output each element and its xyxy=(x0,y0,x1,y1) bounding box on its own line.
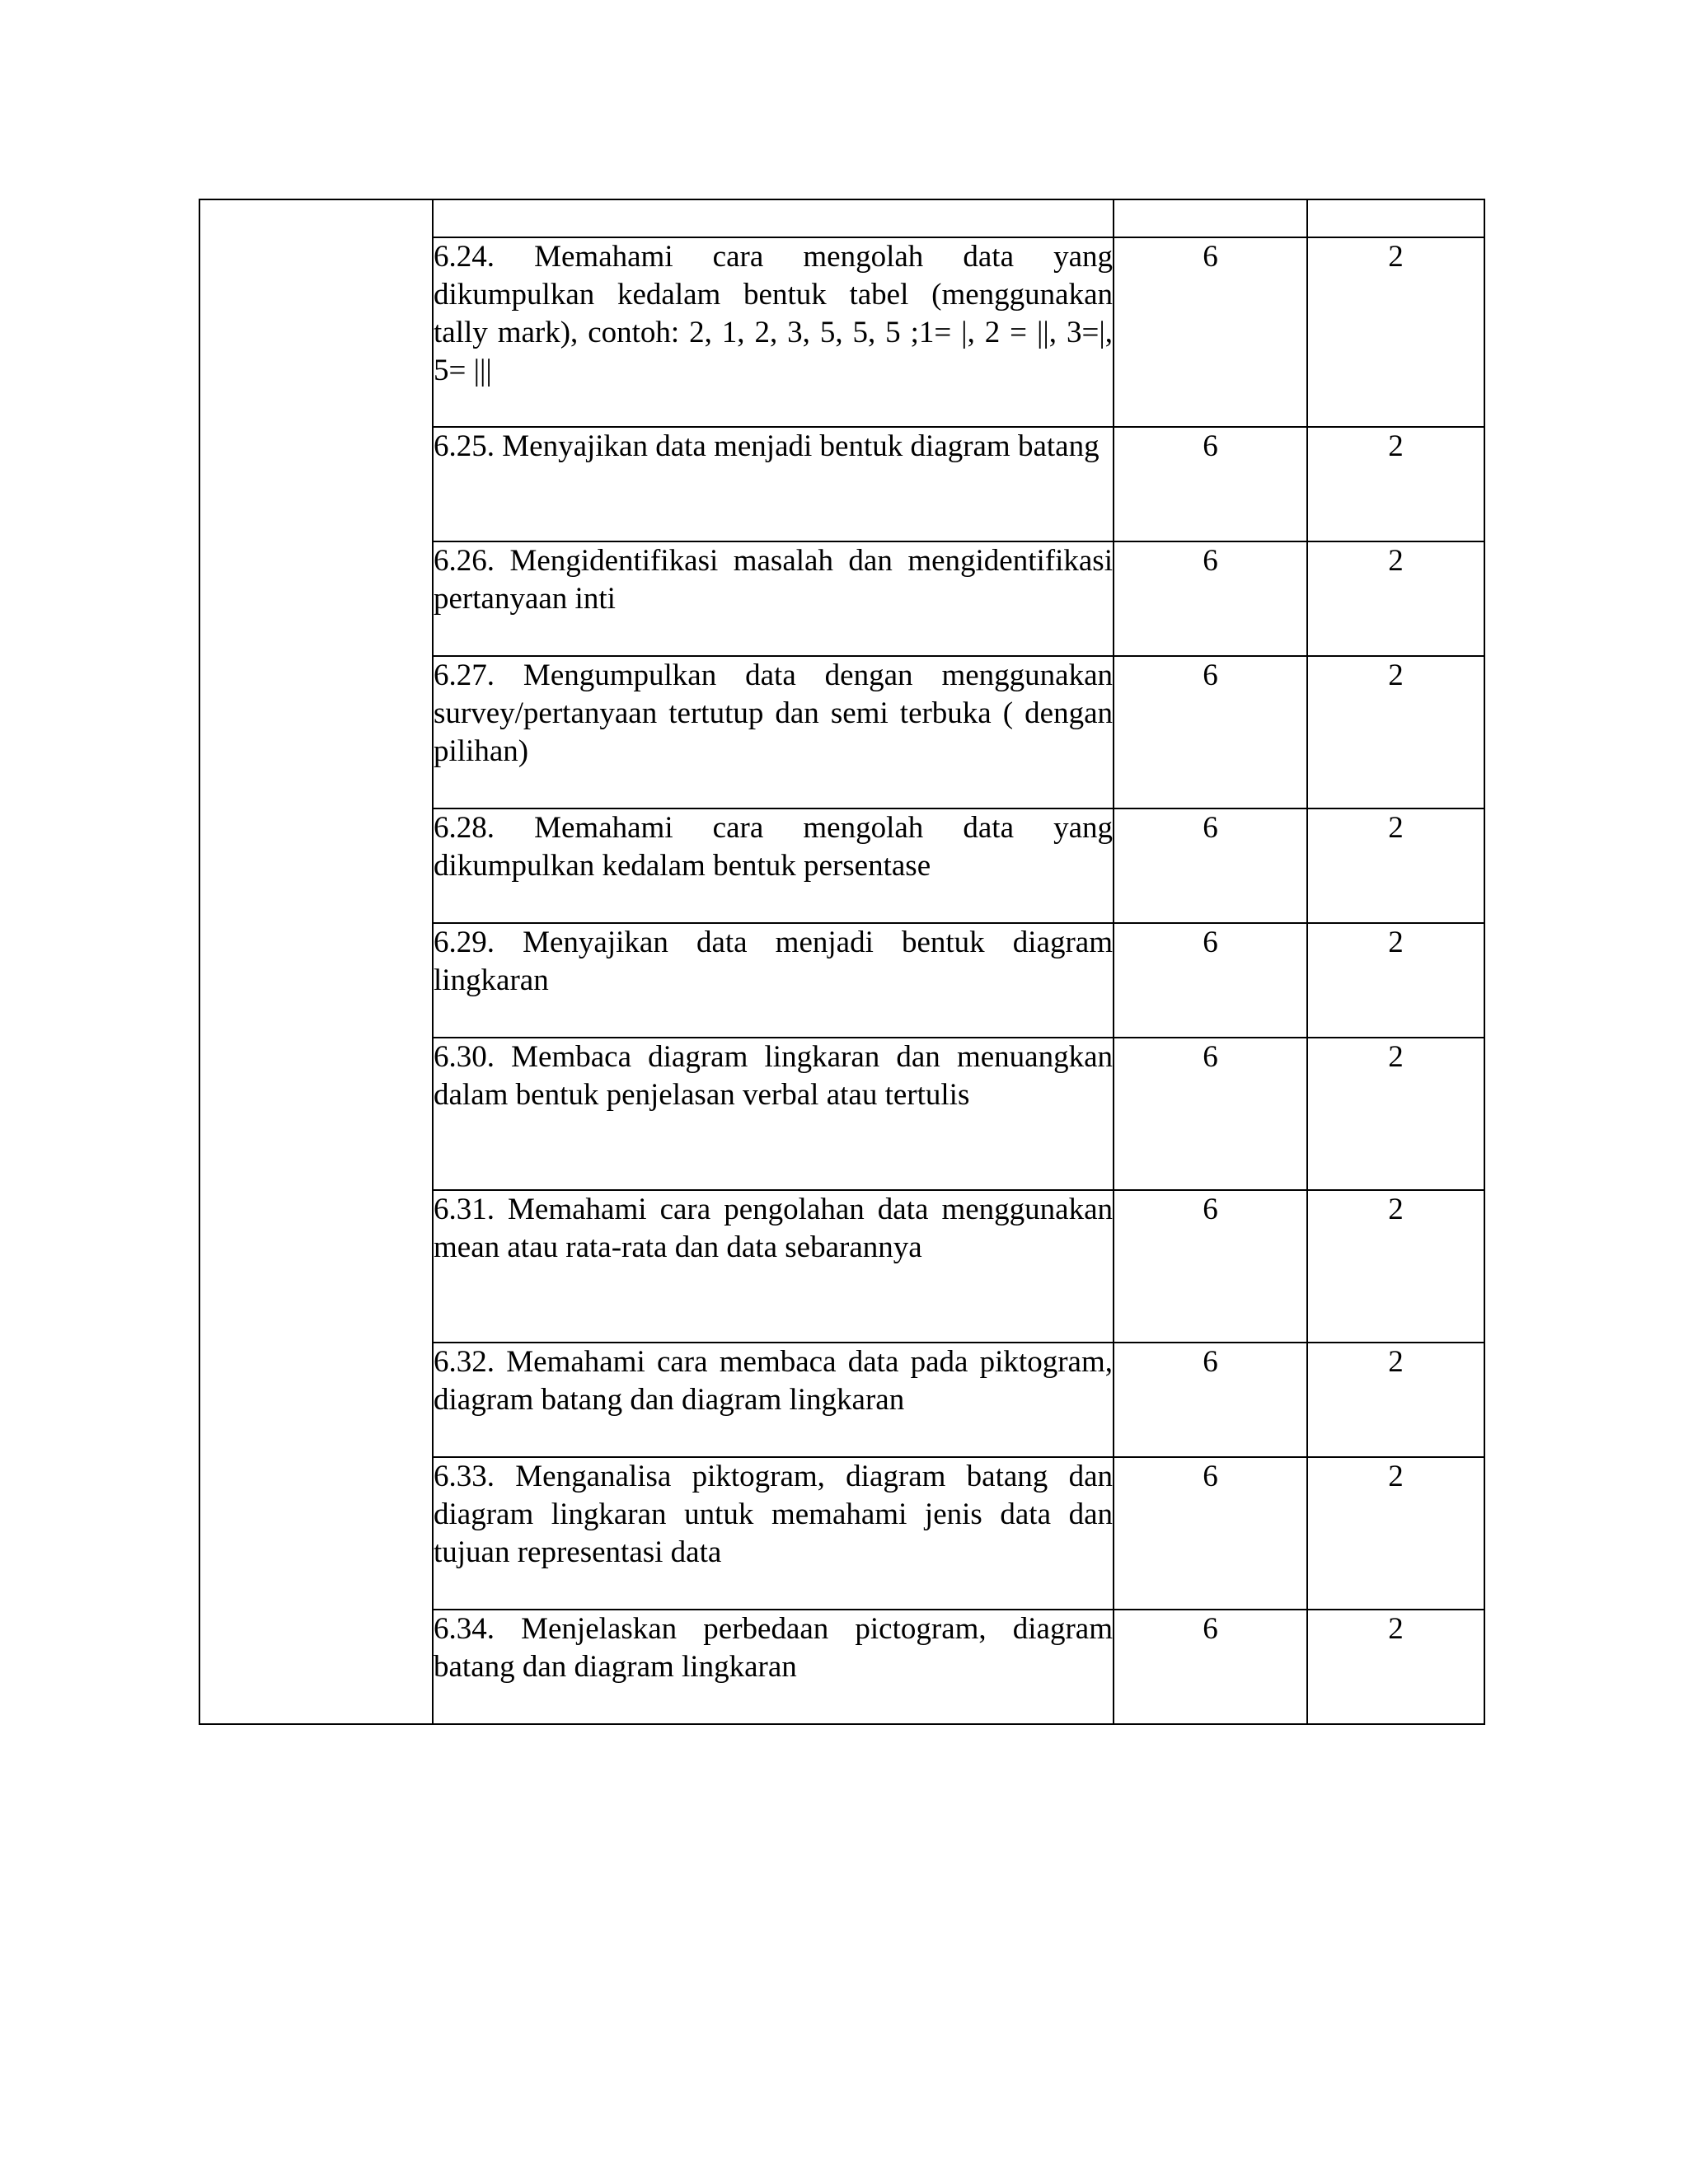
row-description: 6.30. Membaca diagram lingkaran dan menuangkan dalam bentuk penjelasan verbal atau tertulis xyxy=(433,1038,1114,1190)
row-col4-value: 2 xyxy=(1307,1343,1484,1457)
row-col3-value: 6 xyxy=(1114,1610,1307,1724)
row-col3-value: 6 xyxy=(1114,1343,1307,1457)
row-description: 6.25. Menyajikan data menjadi bentuk diagram batang xyxy=(433,427,1114,541)
row-col4-value: 2 xyxy=(1307,237,1484,427)
row-col4-value: 2 xyxy=(1307,1190,1484,1343)
row-col4-value: 2 xyxy=(1307,1610,1484,1724)
empty-cell xyxy=(1114,199,1307,237)
row-description: 6.29. Menyajikan data menjadi bentuk diagram lingkaran xyxy=(433,923,1114,1038)
row-description: 6.33. Menganalisa piktogram, diagram batang dan diagram lingkaran untuk memahami jenis data dan tujuan representasi data xyxy=(433,1457,1114,1610)
row-description: 6.28. Memahami cara mengolah data yang dikumpulkan kedalam bentuk persentase xyxy=(433,808,1114,923)
row-col4-value: 2 xyxy=(1307,427,1484,541)
empty-cell xyxy=(1307,199,1484,237)
row-description: 6.24. Memahami cara mengolah data yang dikumpulkan kedalam bentuk tabel (menggunakan tally mark), contoh: 2, 1, 2, 3, 5, 5, 5 ;1= |, 2 = ||, 3=|, 5= ||| xyxy=(433,237,1114,427)
row-col3-value: 6 xyxy=(1114,541,1307,656)
row-col3-value: 6 xyxy=(1114,808,1307,923)
row-col3-value: 6 xyxy=(1114,923,1307,1038)
row-col3-value: 6 xyxy=(1114,1457,1307,1610)
row-col4-value: 2 xyxy=(1307,656,1484,808)
row-col4-value: 2 xyxy=(1307,808,1484,923)
row-col3-value: 6 xyxy=(1114,656,1307,808)
row-col4-value: 2 xyxy=(1307,1038,1484,1190)
row-col3-value: 6 xyxy=(1114,1190,1307,1343)
competency-table xyxy=(199,199,1485,1725)
row-description: 6.27. Mengumpulkan data dengan menggunakan survey/pertanyaan tertutup dan semi terbuka ( dengan pilihan) xyxy=(433,656,1114,808)
row-description: 6.32. Memahami cara membaca data pada piktogram, diagram batang dan diagram lingkaran xyxy=(433,1343,1114,1457)
row-col4-value: 2 xyxy=(1307,1457,1484,1610)
row-description: 6.26. Mengidentifikasi masalah dan mengidentifikasi pertanyaan inti xyxy=(433,541,1114,656)
row-col3-value: 6 xyxy=(1114,1038,1307,1190)
merged-left-cell xyxy=(199,199,433,1724)
table-top-row xyxy=(199,199,1484,237)
row-col4-value: 2 xyxy=(1307,923,1484,1038)
row-description: 6.31. Memahami cara pengolahan data menggunakan mean atau rata-rata dan data sebarannya xyxy=(433,1190,1114,1343)
row-col3-value: 6 xyxy=(1114,237,1307,427)
row-description: 6.34. Menjelaskan perbedaan pictogram, diagram batang dan diagram lingkaran xyxy=(433,1610,1114,1724)
row-col4-value: 2 xyxy=(1307,541,1484,656)
row-col3-value: 6 xyxy=(1114,427,1307,541)
empty-cell xyxy=(433,199,1114,237)
